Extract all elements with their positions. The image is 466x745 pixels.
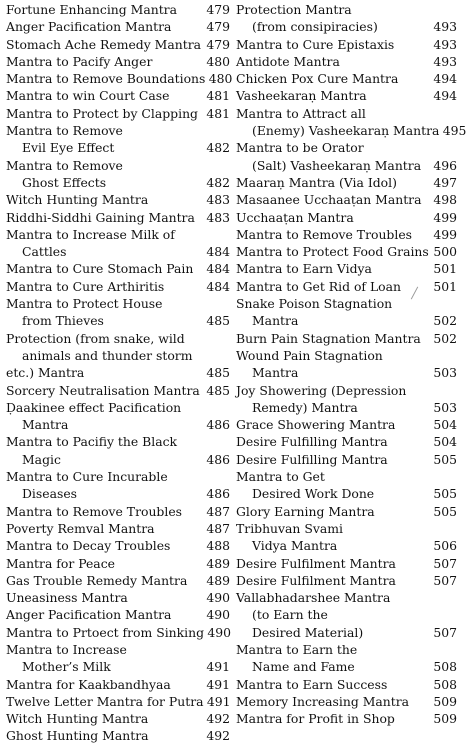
toc-entry-title-line: Masaanee Ucchaaṭan Mantra: [236, 192, 422, 208]
toc-entry-page-number: 502: [433, 330, 457, 346]
toc-entry-page-number: 491: [206, 693, 231, 709]
toc-entry-title: [6, 18, 203, 35]
toc-entry-page-number: 505: [433, 451, 457, 467]
toc-entry-title-line: Glory Earning Mantra: [236, 503, 375, 519]
toc-entry-title: [6, 503, 203, 520]
toc-entry-title-line: Sorcery Neutralisation Mantra: [6, 382, 200, 398]
toc-entry: [236, 226, 457, 243]
toc-entry-title-line: Mantra to Increase: [6, 641, 127, 657]
toc-entry-title-line: Mantra to Cure Epistaxis: [236, 36, 395, 52]
toc-entry-title: [236, 278, 430, 295]
toc-entry-title-line: Wound Pain Stagnation: [236, 347, 383, 363]
toc-entry-title-line: animals and thunder storm: [22, 347, 193, 363]
toc-entry-title-line: Tribhuvan Svami: [236, 520, 343, 536]
toc-entry-page-number: 507: [433, 624, 457, 640]
toc-entry-title-line: Magic: [22, 451, 61, 467]
toc-entry-page-number: 491: [206, 676, 230, 692]
toc-entry-page-number: 503: [433, 399, 457, 415]
toc-entry: [6, 260, 230, 277]
toc-entry: [236, 70, 457, 87]
toc-entry: [6, 727, 230, 744]
toc-entry: [6, 503, 230, 520]
toc-entry-title: [236, 53, 430, 70]
toc-entry: [236, 87, 457, 104]
toc-entry-title-line: Mantra to Cure Stomach Pain: [6, 261, 194, 277]
toc-entry-title-line: Mantra: [252, 313, 299, 329]
toc-entry-page-number: 502: [433, 313, 457, 329]
toc-entry-title: [6, 157, 203, 192]
toc-entry-title-line: Burn Pain Stagnation Mantra: [236, 330, 421, 346]
toc-entry-title-line: Vasheekaraṇ Mantra: [236, 88, 367, 104]
toc-entry-page-number: 486: [206, 451, 230, 467]
toc-entry: [236, 641, 457, 676]
toc-entry: [6, 330, 230, 382]
toc-entry: [6, 191, 230, 208]
toc-entry: [236, 589, 457, 641]
toc-entry-title-line: Remedy) Mantra: [252, 399, 358, 415]
toc-entry-page-number: 485: [206, 382, 230, 398]
toc-entry-page-number: 497: [433, 174, 457, 190]
toc-entry-title: [236, 260, 430, 277]
toc-entry-title: [236, 503, 430, 520]
toc-entry-title-line: Mantra to Pacify Anger: [6, 53, 153, 69]
toc-entry-title-line: Mantra to Get Rid of Loan: [236, 278, 402, 294]
toc-entry-title-line: Memory Increasing Mantra: [236, 693, 410, 709]
toc-entry-title: [236, 87, 430, 104]
toc-entry-title: [6, 260, 203, 277]
toc-entry: [236, 555, 457, 572]
toc-entry-title-line: Anger Pacification Mantra: [6, 19, 172, 35]
toc-entry: [236, 676, 457, 693]
toc-entry-page-number: 487: [206, 503, 230, 519]
toc-entry-title-line: Protection Mantra: [236, 2, 352, 17]
toc-entry-title: [236, 70, 430, 87]
toc-entry-title-line: Mantra to Prtoect from Sinking: [6, 624, 205, 640]
toc-entry-title-line: Fortune Enhancing Mantra: [6, 2, 177, 17]
toc-entry-title: [6, 433, 203, 468]
toc-entry-title: [236, 226, 430, 243]
toc-entry: [6, 624, 230, 641]
toc-entry: [236, 278, 457, 295]
toc-entry: [6, 555, 230, 572]
contents-left-column: [6, 1, 233, 745]
toc-entry: [6, 70, 233, 87]
toc-entry: [6, 1, 230, 18]
toc-entry: [6, 36, 230, 53]
toc-entry-page-number: 509: [433, 711, 457, 727]
toc-entry-title: [6, 676, 203, 693]
toc-entry-title-line: (from consipiracies): [252, 19, 378, 35]
toc-entry-title: [6, 53, 203, 70]
toc-entry-page-number: 506: [433, 538, 457, 554]
toc-entry-page-number: 488: [206, 538, 230, 554]
toc-entry-title-line: Mantra to Earn Success: [236, 676, 388, 692]
toc-entry-title-line: Mantra to Pacifiy the Black: [6, 434, 178, 450]
toc-entry: [6, 18, 230, 35]
toc-entry-title: [6, 209, 203, 226]
toc-entry-title: [236, 676, 430, 693]
toc-entry-title-line: Poverty Remval Mantra: [6, 520, 155, 536]
toc-entry-page-number: 490: [207, 624, 232, 640]
toc-entry-title-line: Mantra to Protect House: [6, 296, 163, 312]
toc-entry: [236, 382, 457, 417]
toc-entry-page-number: 491: [206, 659, 230, 675]
toc-entry-title-line: Vallabhadarshee Mantra: [236, 590, 391, 606]
toc-entry-title: [236, 36, 430, 53]
toc-entry-title: [236, 572, 430, 589]
toc-entry-title: [236, 139, 430, 174]
toc-entry-page-number: 483: [206, 192, 230, 208]
toc-entry-title-line: Mantra to Remove: [6, 157, 123, 173]
toc-entry-page-number: 489: [206, 572, 230, 588]
toc-entry: [236, 693, 457, 710]
toc-entry-title: [236, 382, 430, 417]
toc-entry-page-number: 496: [433, 157, 457, 173]
toc-entry-title: [236, 641, 430, 676]
toc-entry-title-line: Chicken Pox Cure Mantra: [236, 71, 399, 87]
toc-entry-title-line: Cattles: [22, 244, 67, 260]
toc-entry-title: [6, 624, 204, 641]
toc-entry-title-line: Mantra: [252, 365, 299, 381]
toc-entry-title-line: Antidote Mantra: [236, 53, 340, 69]
toc-entry-page-number: 508: [433, 659, 457, 675]
toc-entry-page-number: 507: [433, 572, 457, 588]
toc-entry-title-line: Joy Showering (Depression: [236, 382, 407, 398]
toc-entry: [236, 295, 457, 330]
toc-entry-title-line: Twelve Letter Mantra for Putra: [6, 693, 204, 709]
toc-entry: [236, 139, 457, 174]
toc-entry-title-line: Mantra to Protect by Clapping: [6, 105, 198, 121]
toc-entry: [6, 382, 230, 399]
toc-entry-title-line: Mantra: [22, 417, 69, 433]
toc-entry-title: [6, 122, 203, 157]
toc-entry-title: [6, 589, 203, 606]
toc-entry-page-number: 486: [206, 486, 230, 502]
toc-entry: [236, 433, 457, 450]
toc-entry-title-line: Mantra to Earn Vidya: [236, 261, 372, 277]
toc-entry: [6, 641, 230, 676]
toc-entry-title: [236, 330, 430, 347]
toc-entry-title: [236, 1, 430, 36]
toc-entry-page-number: 485: [206, 365, 230, 381]
toc-entry: [6, 122, 230, 157]
toc-entry: [236, 53, 457, 70]
toc-entry-title-line: (to Earn the: [252, 607, 328, 623]
toc-entry: [6, 399, 230, 434]
toc-entry-page-number: 494: [433, 88, 457, 104]
toc-entry-page-number: 487: [206, 520, 230, 536]
toc-entry-title-line: Ghost Effects: [22, 174, 107, 190]
toc-entry-page-number: 481: [206, 105, 230, 121]
toc-entry: [6, 157, 230, 192]
toc-entry-title-line: Mantra to Remove Troubles: [236, 226, 413, 242]
toc-entry-title-line: Mantra to be Orator: [236, 140, 364, 156]
toc-entry: [6, 572, 230, 589]
toc-entry-title-line: Snake Poison Stagnation: [236, 296, 393, 312]
toc-entry-title-line: Ucchaaṭan Mantra: [236, 209, 354, 225]
toc-entry-page-number: 493: [433, 19, 457, 35]
toc-entry-title-line: Desire Fulfilling Mantra: [236, 434, 388, 450]
toc-entry-title-line: (Salt) Vasheekaraṇ Mantra: [252, 157, 422, 173]
toc-entry-title: [236, 451, 430, 468]
toc-entry-page-number: 486: [206, 417, 230, 433]
toc-entry-title-line: Vidya Mantra: [252, 538, 338, 554]
toc-entry-title-line: Gas Trouble Remedy Mantra: [6, 572, 188, 588]
toc-entry-title-line: Mantra to Get: [236, 469, 325, 485]
toc-entry: [236, 1, 457, 36]
toc-entry-page-number: 504: [433, 434, 457, 450]
toc-entry-title: [236, 295, 430, 330]
toc-entry-title: [6, 727, 203, 744]
toc-entry-title-line: Witch Hunting Mantra: [6, 192, 149, 208]
toc-entry-title: [236, 555, 430, 572]
toc-entry-title: [236, 710, 430, 727]
toc-entry-page-number: 500: [433, 244, 457, 260]
toc-entry-title-line: Mantra to Decay Troubles: [6, 538, 171, 554]
toc-entry-title-line: Desire Fulfilment Mantra: [236, 572, 396, 588]
toc-entry-page-number: 492: [206, 711, 230, 727]
toc-entry-page-number: 479: [206, 19, 230, 35]
toc-entry-page-number: 492: [206, 728, 230, 744]
toc-entry: [6, 295, 230, 330]
toc-entry: [6, 87, 230, 104]
toc-entry-title: [6, 572, 203, 589]
toc-entry: [236, 209, 457, 226]
toc-entry: [236, 468, 457, 503]
toc-entry: [6, 433, 230, 468]
toc-entry-title: [6, 295, 203, 330]
toc-entry-title: [6, 555, 203, 572]
toc-entry-page-number: 493: [433, 36, 457, 52]
toc-entry-title: [236, 243, 430, 260]
toc-entry-title-line: Diseases: [22, 486, 78, 502]
toc-entry-title: [6, 191, 203, 208]
toc-entry: [236, 243, 457, 260]
toc-entry-title: [236, 433, 430, 450]
toc-entry-page-number: 490: [206, 590, 230, 606]
toc-entry: [6, 468, 230, 503]
toc-entry-title-line: Desired Material): [252, 624, 364, 640]
toc-entry: [6, 676, 230, 693]
toc-entry-page-number: 481: [206, 88, 230, 104]
toc-entry-title-line: Mantra to Increase Milk of: [6, 226, 175, 242]
toc-entry-title: [6, 382, 203, 399]
toc-entry-title: [6, 468, 203, 503]
toc-entry-page-number: 495: [442, 123, 466, 139]
toc-entry-title-line: Mantra to Remove: [6, 123, 123, 139]
toc-entry: [6, 278, 230, 295]
toc-entry-title: [236, 347, 430, 382]
toc-entry: [236, 503, 457, 520]
toc-entry-page-number: 482: [206, 140, 230, 156]
toc-entry-page-number: 480: [208, 71, 233, 87]
toc-entry-page-number: 507: [433, 555, 457, 571]
toc-entry: [6, 209, 230, 226]
toc-entry-page-number: 504: [433, 417, 457, 433]
toc-entry-title: [6, 330, 203, 382]
toc-entry-title: [6, 520, 203, 537]
toc-entry-title: [236, 174, 430, 191]
toc-entry: [236, 330, 457, 347]
toc-entry-title: [6, 87, 203, 104]
toc-entry-title: [6, 70, 205, 87]
toc-entry-page-number: 494: [433, 71, 457, 87]
toc-entry-page-number: 501: [433, 278, 457, 294]
toc-entry-page-number: 499: [433, 209, 457, 225]
toc-entry-title-line: Evil Eye Effect: [22, 140, 115, 156]
toc-entry-page-number: 501: [433, 261, 457, 277]
toc-entry-title-line: etc.) Mantra: [6, 365, 85, 381]
toc-entry-title: [236, 468, 430, 503]
toc-entry-title: [6, 36, 203, 53]
toc-entry: [236, 260, 457, 277]
toc-entry-title-line: Mantra to win Court Case: [6, 88, 170, 104]
toc-entry-title-line: Grace Showering Mantra: [236, 417, 396, 433]
toc-entry-title-line: Desire Fulfilment Mantra: [236, 555, 396, 571]
toc-entry-title: [6, 606, 203, 623]
toc-entry-title: [236, 209, 430, 226]
toc-entry-title-line: Mantra for Peace: [6, 555, 115, 571]
toc-entry-title: [6, 399, 203, 434]
toc-entry-title: [236, 105, 439, 140]
toc-entry-page-number: 480: [206, 53, 230, 69]
toc-entry-page-number: 482: [206, 174, 230, 190]
toc-entry-title-line: Mantra for Kaakbandhyaa: [6, 676, 171, 692]
toc-entry: [6, 710, 230, 727]
toc-entry-page-number: 490: [206, 607, 230, 623]
toc-entry-title: [6, 537, 203, 554]
toc-entry: [236, 174, 457, 191]
toc-entry-title-line: Stomach Ache Remedy Mantra: [6, 36, 202, 52]
toc-entry-title: [236, 589, 430, 641]
toc-entry-page-number: 485: [206, 313, 230, 329]
toc-entry-title-line: (Enemy) Vasheekaraṇ Mantra: [252, 123, 440, 139]
toc-entry-title-line: Mother’s Milk: [22, 659, 111, 675]
toc-entry-title: [6, 105, 203, 122]
toc-entry-page-number: 484: [206, 261, 230, 277]
toc-entry-page-number: 484: [206, 244, 230, 260]
toc-entry-title-line: Protection (from snake, wild: [6, 330, 185, 346]
toc-entry: [236, 36, 457, 53]
toc-entry: [6, 589, 230, 606]
toc-entry-title-line: Anger Pacification Mantra: [6, 607, 172, 623]
toc-entry: [236, 416, 457, 433]
toc-entry-title-line: Maaraṇ Mantra (Via Idol): [236, 174, 397, 190]
toc-entry-page-number: 505: [433, 503, 457, 519]
toc-entry-title: [6, 226, 203, 261]
toc-entry: [6, 693, 230, 710]
toc-entry-title-line: Desired Work Done: [252, 486, 375, 502]
toc-entry: [236, 451, 457, 468]
toc-entry-page-number: 489: [206, 555, 230, 571]
toc-entry-title-line: Mantra to Protect Food Grains: [236, 244, 429, 260]
contents-right-column: [236, 1, 466, 727]
toc-entry-page-number: 499: [433, 226, 457, 242]
toc-entry-title-line: Mantra to Cure Arthiritis: [6, 278, 165, 294]
toc-entry-title-line: Mantra to Cure Incurable: [6, 469, 168, 485]
toc-entry-title: [6, 1, 203, 18]
toc-entry-title: [6, 710, 203, 727]
toc-entry-page-number: 484: [206, 278, 230, 294]
toc-entry-title-line: Mantra to Attract all: [236, 105, 366, 121]
toc-entry-title: [236, 520, 430, 555]
toc-entry-page-number: 493: [433, 53, 457, 69]
toc-entry: [236, 572, 457, 589]
toc-entry: [6, 53, 230, 70]
toc-entry-page-number: 479: [206, 2, 230, 17]
toc-entry-title-line: Mantra for Profit in Shop: [236, 711, 395, 727]
toc-entry-title-line: Ḍaakinee effect Pacification: [6, 399, 182, 415]
toc-entry-title: [236, 693, 430, 710]
toc-entry-page-number: 483: [206, 209, 230, 225]
toc-entry: [6, 537, 230, 554]
toc-entry: [6, 606, 230, 623]
toc-entry: [236, 191, 457, 208]
toc-entry-page-number: 498: [433, 192, 457, 208]
toc-entry-title: [236, 416, 430, 433]
toc-entry-title-line: Uneasiness Mantra: [6, 590, 128, 606]
toc-entry: [236, 105, 466, 140]
toc-entry: [236, 347, 457, 382]
toc-entry-title-line: Ghost Hunting Mantra: [6, 728, 149, 744]
toc-entry-title: [6, 278, 203, 295]
toc-entry: [6, 226, 230, 261]
toc-entry-title-line: Mantra to Remove Boundations: [6, 71, 206, 87]
toc-entry-title-line: from Thieves: [22, 313, 104, 329]
toc-entry-title-line: Witch Hunting Mantra: [6, 711, 149, 727]
toc-entry: [236, 520, 457, 555]
toc-entry-title-line: Desire Fulfilling Mantra: [236, 451, 388, 467]
toc-entry-title: [6, 693, 204, 710]
toc-entry-title-line: Name and Fame: [252, 659, 355, 675]
toc-entry-page-number: 505: [433, 486, 457, 502]
toc-entry: [6, 105, 230, 122]
toc-entry-title-line: Mantra to Earn the: [236, 641, 358, 657]
toc-entry-title: [236, 191, 430, 208]
toc-entry-page-number: 509: [433, 693, 457, 709]
toc-entry-page-number: 508: [433, 676, 457, 692]
toc-entry-title: [6, 641, 203, 676]
toc-entry-page-number: 503: [433, 365, 457, 381]
toc-entry-title-line: Mantra to Remove Troubles: [6, 503, 183, 519]
toc-entry-page-number: 479: [206, 36, 230, 52]
toc-entry-title-line: Riddhi-Siddhi Gaining Mantra: [6, 209, 195, 225]
toc-entry: [6, 520, 230, 537]
toc-entry: [236, 710, 457, 727]
